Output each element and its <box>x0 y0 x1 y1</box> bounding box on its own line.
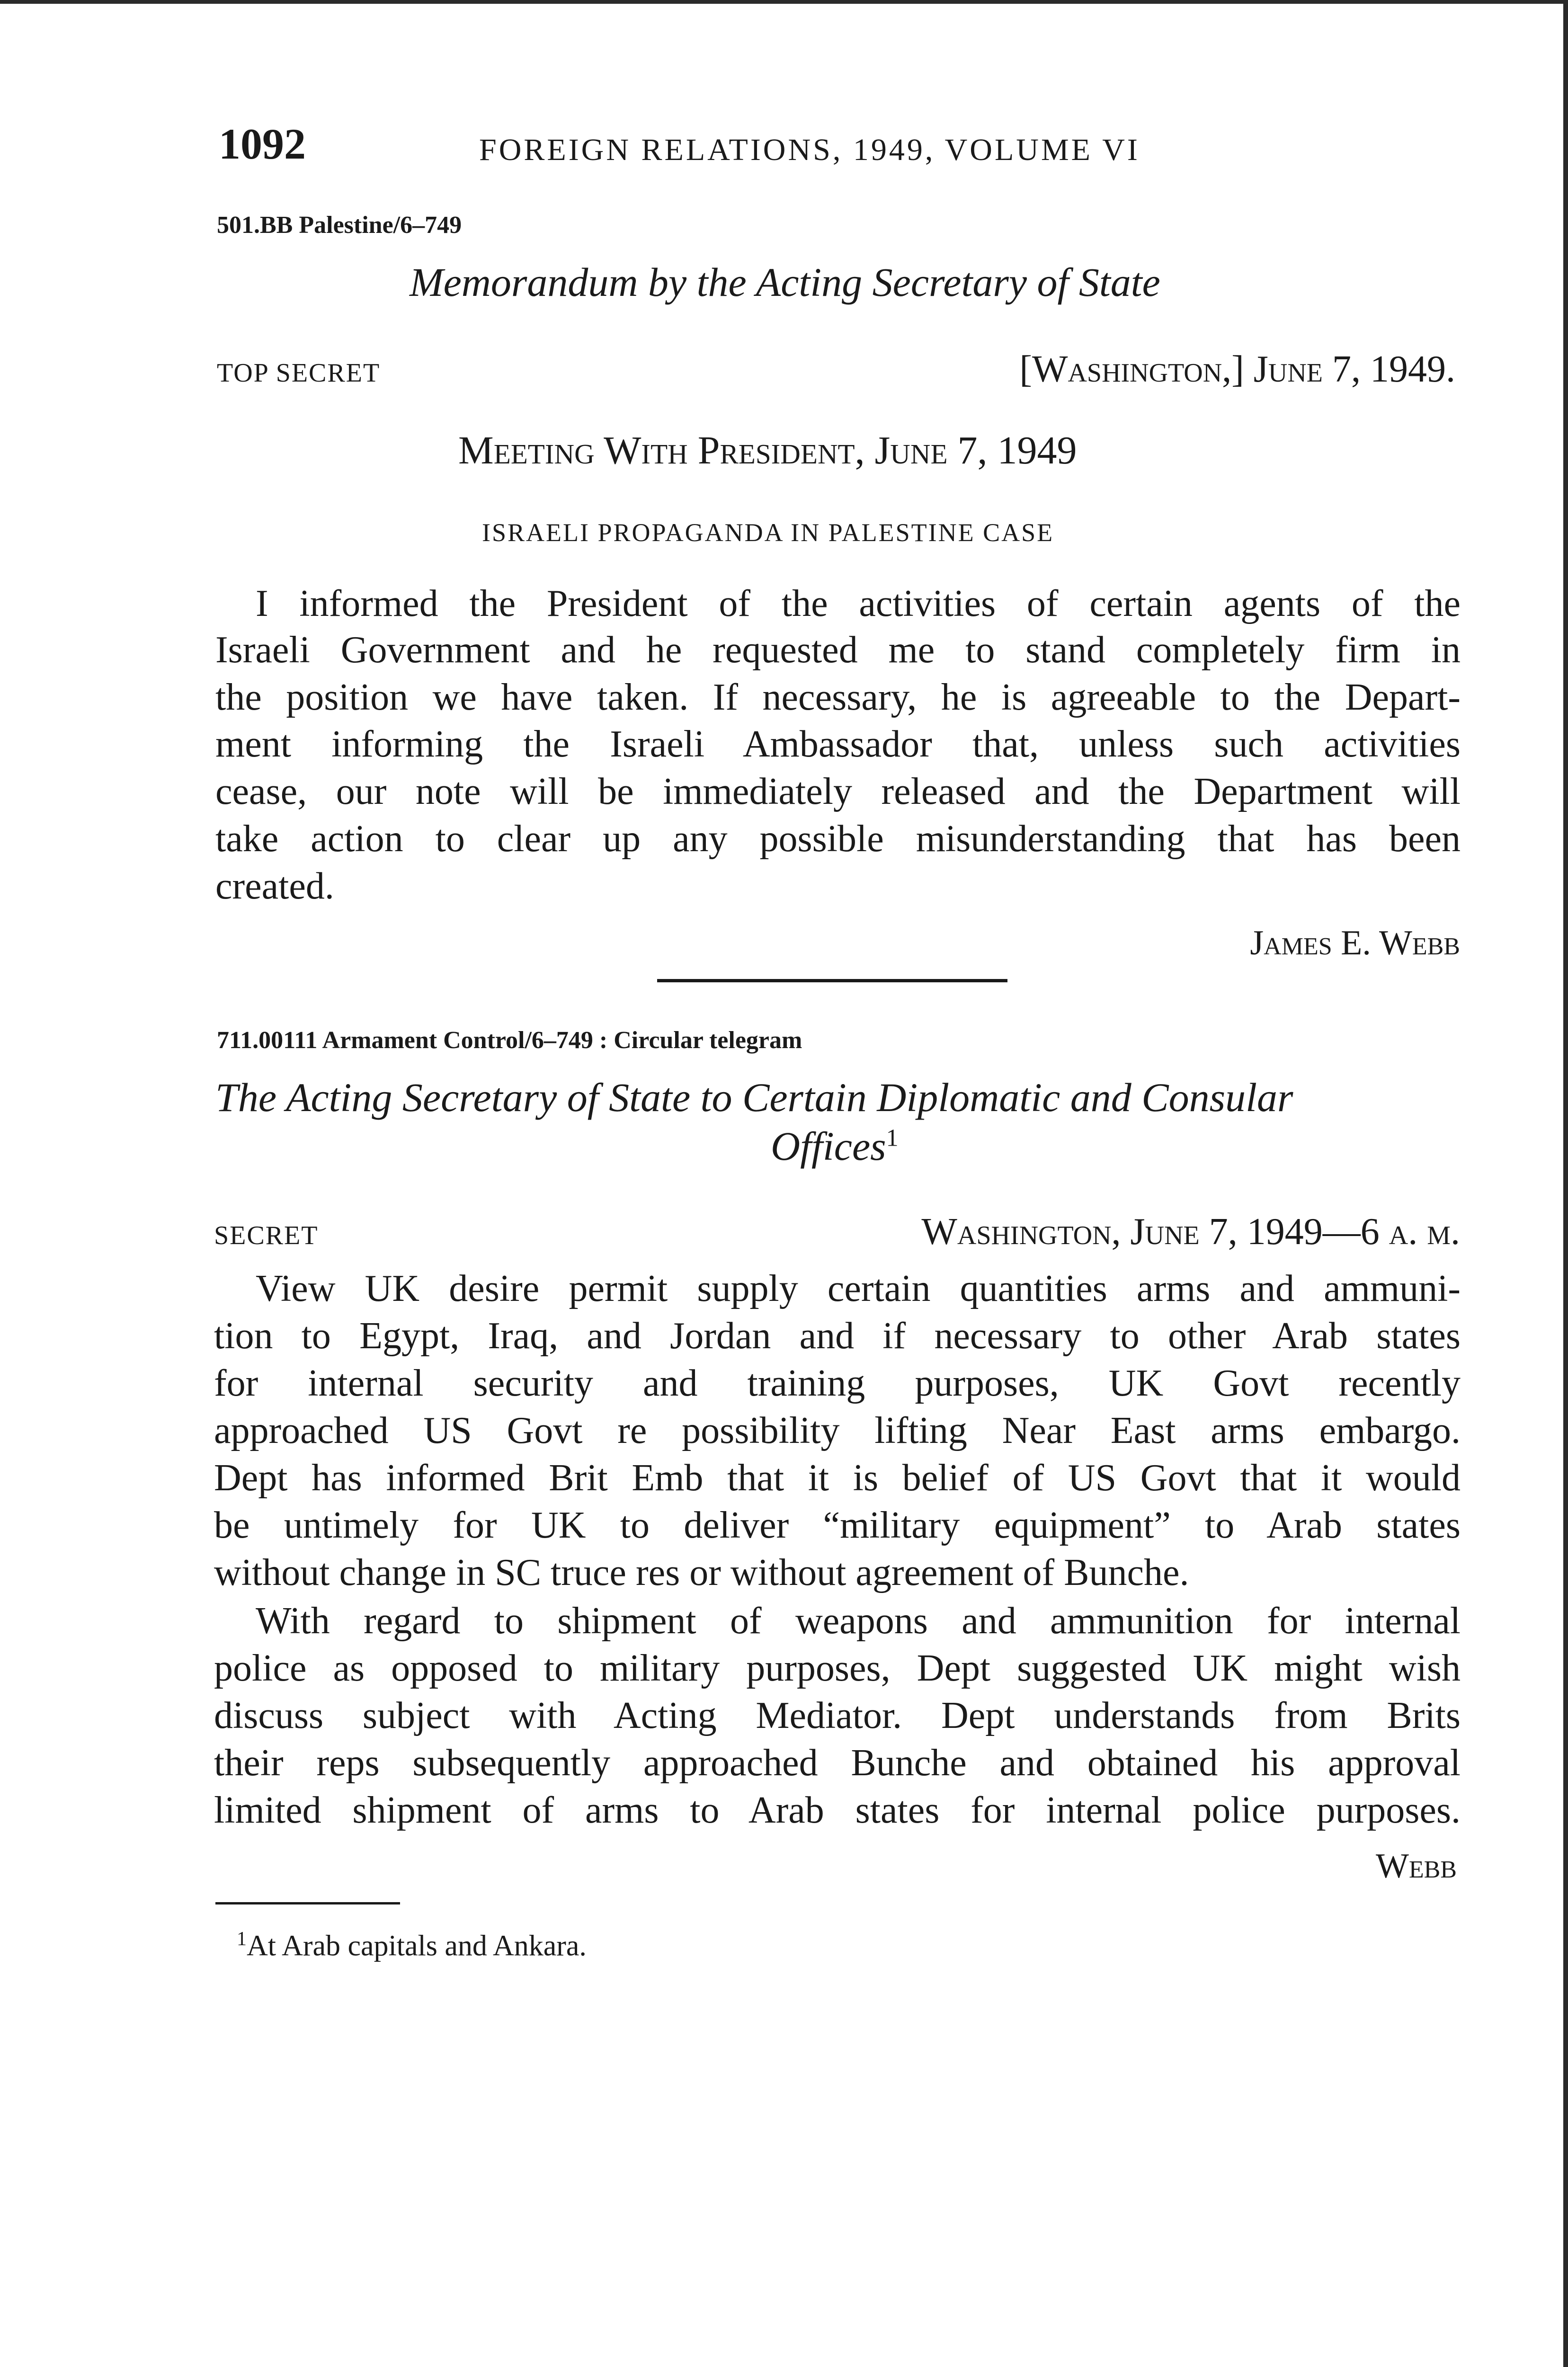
doc2-file-reference: 711.00111 Armament Control/6–749 : Circular telegram <box>217 1027 802 1054</box>
doc1-title: Memorandum by the Acting Secretary of State <box>410 259 1160 305</box>
section-divider <box>657 979 1007 982</box>
doc1-body-line: ment informing the Israeli Ambassador that, unless such activities <box>215 723 1461 765</box>
doc1-body-line: Israeli Government and he requested me to stand completely firm in <box>215 629 1461 671</box>
doc2-classification: SECRET <box>214 1221 319 1250</box>
doc2-body-line: Dept has informed Brit Emb that it is belief of US Govt that it would <box>214 1457 1461 1499</box>
page-number: 1092 <box>219 120 306 168</box>
doc1-topic: ISRAELI PROPAGANDA IN PALESTINE CASE <box>482 518 1054 547</box>
footnote-rule <box>215 1902 400 1904</box>
doc2-body-line: their reps subsequently approached Bunche and obtained his approval <box>214 1742 1461 1784</box>
doc2-dateline: Washington, June 7, 1949—6 a. m. <box>921 1211 1460 1253</box>
doc1-classification: TOP SECRET <box>217 358 381 388</box>
scan-edge-top <box>0 0 1568 4</box>
doc2-body-line: With regard to shipment of weapons and ammunition for internal <box>256 1600 1461 1642</box>
doc2-title-line-1: The Acting Secretary of State to Certain Diplomatic and Consular <box>215 1075 1293 1120</box>
doc1-file-reference: 501.BB Palestine/6–749 <box>217 212 462 239</box>
doc1-dateline: [Washington,] June 7, 1949. <box>1019 348 1455 390</box>
doc2-body-line: tion to Egypt, Iraq, and Jordan and if necessary to other Arab states <box>214 1315 1461 1357</box>
doc1-body-line: take action to clear up any possible misunderstanding that has been <box>215 818 1461 860</box>
doc2-body-line: limited shipment of arms to Arab states for internal police purposes. <box>214 1789 1461 1831</box>
doc2-body-line: without change in SC truce res or without agreement of Bunche. <box>214 1552 1189 1593</box>
doc2-body-line: for internal security and training purposes, UK Govt recently <box>214 1362 1461 1404</box>
doc2-body-line: police as opposed to military purposes, Dept suggested UK might wish <box>214 1647 1461 1689</box>
doc2-body-line: View UK desire permit supply certain quantities arms and ammuni- <box>256 1268 1461 1309</box>
doc1-body-line: created. <box>215 865 334 907</box>
running-title: FOREIGN RELATIONS, 1949, VOLUME VI <box>479 133 1140 167</box>
scan-edge-right <box>1563 0 1568 2367</box>
footnote-reference: 1 <box>886 1124 899 1152</box>
doc1-subject: Meeting With President, June 7, 1949 <box>458 428 1077 472</box>
doc2-title-line-2 <box>771 1123 899 1169</box>
footnote-text: At Arab capitals and Ankara. <box>247 1930 587 1962</box>
doc2-body-line: be untimely for UK to deliver “military equipment” to Arab states <box>214 1504 1461 1546</box>
doc2-signature: Webb <box>1376 1847 1457 1886</box>
doc2-body-line: discuss subject with Acting Mediator. Dept understands from Brits <box>214 1695 1461 1736</box>
doc1-body-line: I informed the President of the activities of certain agents of the <box>256 583 1461 624</box>
doc2-body-line: approached US Govt re possibility lifting Near East arms embargo. <box>214 1410 1461 1451</box>
doc2-title-offices: Offices <box>771 1123 886 1169</box>
doc1-body-line: the position we have taken. If necessary, he is agreeable to the Depart- <box>215 676 1461 718</box>
doc1-body-line: cease, our note will be immediately released and the Department will <box>215 771 1461 812</box>
doc1-signature: James E. Webb <box>1250 924 1460 962</box>
footnote <box>237 1929 587 1961</box>
footnote-marker: 1 <box>237 1928 247 1950</box>
